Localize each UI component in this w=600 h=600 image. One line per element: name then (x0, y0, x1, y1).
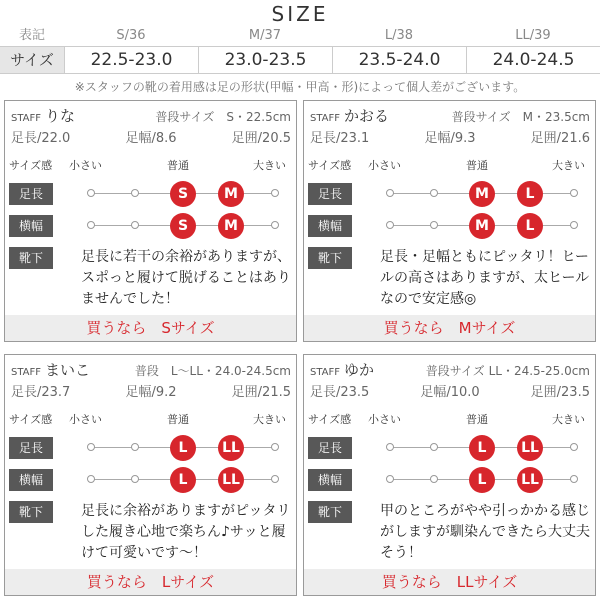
header-cell: M/37 (248, 28, 282, 43)
staff-name: ゆか (344, 361, 375, 379)
usual-size: 普段 L～LL・24.0-24.5cm (134, 364, 291, 378)
shoe-label: 靴下 (9, 247, 53, 269)
recommended-size: 買うなら LLサイズ (304, 569, 595, 595)
scale-small: 小さい (69, 413, 102, 426)
fit-marker: LL (517, 467, 543, 493)
foot-length: 足長/22.0 (11, 131, 71, 146)
foot-measurements (310, 381, 590, 400)
staff-comment: 足長・足幅ともにピッタリ！ヒールの高さはありますが、太ヒールなので安定感◎ (380, 249, 590, 307)
scale-small: 小さい (368, 159, 401, 172)
size-table (0, 26, 600, 74)
scale-dot (386, 443, 394, 451)
scale-dot (271, 221, 279, 229)
size-cell: 22.5-23.0 (64, 47, 198, 73)
fit-label: サイズ感 (9, 413, 53, 426)
length-label: 足長 (308, 183, 352, 205)
size-table-header (0, 26, 600, 46)
foot-girth: 足囲/21.5 (231, 385, 291, 400)
staff-name: りな (45, 107, 76, 125)
scale-dot (131, 221, 139, 229)
scale-dot (87, 189, 95, 197)
fit-label: サイズ感 (308, 413, 352, 426)
staff-tag: STAFF (11, 367, 42, 378)
recommended-size: 買うなら Mサイズ (304, 315, 595, 341)
scale-large: 大きい (552, 159, 585, 172)
scale-dot (430, 189, 438, 197)
scale-dot (87, 475, 95, 483)
scale-small: 小さい (69, 159, 102, 172)
foot-width: 足幅/8.6 (125, 131, 177, 146)
staff-panel (303, 354, 596, 596)
fit-marker: M (218, 181, 244, 207)
foot-measurements (11, 127, 291, 146)
scale-dot (570, 443, 578, 451)
staff-header (310, 105, 590, 126)
length-label: 足長 (308, 437, 352, 459)
foot-length: 足長/23.7 (11, 385, 71, 400)
scale-dot (131, 189, 139, 197)
scale-dot (570, 221, 578, 229)
width-fit-track (386, 211, 578, 241)
staff-panel (4, 354, 297, 596)
fit-marker: L (469, 467, 495, 493)
scale-dot (570, 475, 578, 483)
fit-marker: L (517, 213, 543, 239)
scale-large: 大きい (253, 159, 286, 172)
recommended-size: 買うなら Sサイズ (5, 315, 296, 341)
usual-size: 普段サイズ M・23.5cm (451, 110, 590, 124)
scale-dot (386, 475, 394, 483)
length-fit-track (386, 179, 578, 209)
foot-length: 足長/23.1 (310, 131, 370, 146)
length-fit-track (386, 433, 578, 463)
scale-header (304, 411, 597, 427)
staff-comment: 足長に余裕がありますがピッタリした履き心地で楽ちん♪サッと履けて可愛いです〜！ (81, 503, 291, 561)
scale-normal: 普通 (466, 413, 488, 426)
length-label: 足長 (9, 183, 53, 205)
header-cell: LL/39 (515, 28, 551, 43)
foot-width: 足幅/10.0 (420, 385, 480, 400)
scale-normal: 普通 (466, 159, 488, 172)
staff-comment: 足長に若干の余裕がありますが、スポっと履けて脱げることはありませんでした！ (81, 249, 291, 307)
fit-marker: S (170, 213, 196, 239)
foot-measurements (310, 127, 590, 146)
shoe-label: 靴下 (308, 247, 352, 269)
scale-dot (271, 475, 279, 483)
scale-dot (271, 189, 279, 197)
staff-header (11, 105, 291, 126)
shoe-label: 靴下 (9, 501, 53, 523)
width-fit-track (87, 465, 279, 495)
fit-marker: LL (218, 467, 244, 493)
width-label: 横幅 (9, 469, 53, 491)
scale-dot (386, 189, 394, 197)
scale-large: 大きい (552, 413, 585, 426)
staff-name: かおる (344, 107, 390, 125)
scale-dot (386, 221, 394, 229)
fit-marker: L (170, 467, 196, 493)
staff-tag: STAFF (310, 113, 341, 124)
fit-marker: M (469, 181, 495, 207)
width-fit-track (87, 211, 279, 241)
fit-marker: L (517, 181, 543, 207)
fit-marker: L (469, 435, 495, 461)
fit-marker: M (469, 213, 495, 239)
length-fit-track (87, 179, 279, 209)
row-label-cell: サイズ (0, 47, 64, 73)
scale-dot (570, 189, 578, 197)
foot-girth: 足囲/20.5 (231, 131, 291, 146)
foot-measurements (11, 381, 291, 400)
scale-large: 大きい (253, 413, 286, 426)
fit-label: サイズ感 (308, 159, 352, 172)
scale-normal: 普通 (167, 159, 189, 172)
fit-label: サイズ感 (9, 159, 53, 172)
scale-header (5, 411, 298, 427)
scale-normal: 普通 (167, 413, 189, 426)
size-table-row (0, 46, 600, 74)
width-label: 横幅 (9, 215, 53, 237)
fit-marker: S (170, 181, 196, 207)
staff-panel (4, 100, 297, 342)
scale-dot (430, 443, 438, 451)
width-label: 横幅 (308, 469, 352, 491)
length-label: 足長 (9, 437, 53, 459)
usual-size: 普段サイズ S・22.5cm (155, 110, 291, 124)
foot-width: 足幅/9.3 (424, 131, 476, 146)
width-fit-track (386, 465, 578, 495)
size-title: SIZE (271, 2, 329, 26)
foot-girth: 足囲/23.5 (530, 385, 590, 400)
staff-tag: STAFF (310, 367, 341, 378)
scale-dot (271, 443, 279, 451)
scale-dot (87, 221, 95, 229)
staff-name: まいこ (45, 361, 91, 379)
size-cell: 24.0-24.5 (466, 47, 600, 73)
recommended-size: 買うなら Lサイズ (5, 569, 296, 595)
fit-marker: L (170, 435, 196, 461)
scale-dot (430, 475, 438, 483)
size-cell: 23.0-23.5 (198, 47, 332, 73)
scale-header (304, 157, 597, 173)
usual-size: 普段サイズ LL・24.5-25.0cm (425, 364, 590, 378)
fit-note: ※スタッフの靴の着用感は足の形状(甲幅・甲高・形)によって個人差がございます。 (74, 80, 526, 94)
staff-comment: 甲のところがやや引っかかる感じがしますが馴染んできたら大丈夫そう！ (380, 503, 590, 561)
shoe-label: 靴下 (308, 501, 352, 523)
staff-header (11, 359, 291, 380)
header-cell: L/38 (384, 28, 414, 43)
header-cell: S/36 (116, 28, 146, 43)
length-fit-track (87, 433, 279, 463)
foot-girth: 足囲/21.6 (530, 131, 590, 146)
staff-header (310, 359, 590, 380)
header-cell: 表記 (18, 28, 45, 43)
size-cell: 23.5-24.0 (332, 47, 466, 73)
scale-small: 小さい (368, 413, 401, 426)
scale-dot (131, 443, 139, 451)
scale-dot (430, 221, 438, 229)
staff-panel (303, 100, 596, 342)
fit-marker: M (218, 213, 244, 239)
staff-tag: STAFF (11, 113, 42, 124)
scale-header (5, 157, 298, 173)
scale-dot (131, 475, 139, 483)
width-label: 横幅 (308, 215, 352, 237)
fit-marker: LL (517, 435, 543, 461)
fit-marker: LL (218, 435, 244, 461)
foot-width: 足幅/9.2 (125, 385, 177, 400)
scale-dot (87, 443, 95, 451)
foot-length: 足長/23.5 (310, 385, 370, 400)
